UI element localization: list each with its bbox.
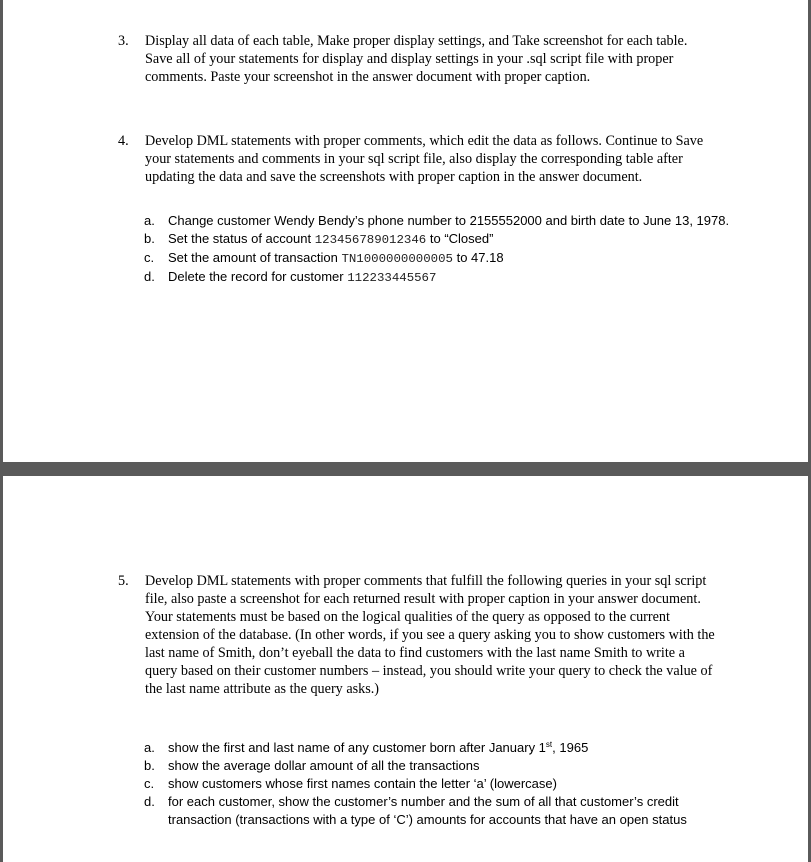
item-text-before: show the first and last name of any customer born after January 1 xyxy=(168,740,546,755)
question-number: 4. xyxy=(118,133,129,149)
question-5 xyxy=(118,572,718,698)
page-2 xyxy=(3,476,808,862)
item-text-before: Delete the record for customer xyxy=(168,269,348,284)
account-number-code: 123456789012346 xyxy=(314,233,427,247)
item-text: Change customer Wendy Bendy’s phone number to 2155552000 and birth date to June 13, 1978. xyxy=(168,213,730,228)
question-number: 3. xyxy=(118,33,129,49)
item-text-after: , 1965 xyxy=(552,740,589,755)
item-letter: a. xyxy=(144,213,155,228)
list-item xyxy=(144,268,734,287)
item-letter: b. xyxy=(144,231,155,246)
item-text-before: Set the status of account xyxy=(168,231,315,246)
list-item xyxy=(144,739,734,757)
item-letter: d. xyxy=(144,794,155,809)
item-letter: a. xyxy=(144,740,155,755)
list-item xyxy=(144,775,734,793)
item-text-after: to 47.18 xyxy=(452,250,504,265)
list-item xyxy=(144,230,734,249)
question-4-items xyxy=(144,212,734,287)
item-text: show the average dollar amount of all the transactions xyxy=(168,758,480,773)
list-item xyxy=(144,793,734,829)
list-item xyxy=(144,212,734,230)
question-instructions: Your statements must be based on the logical qualities of the query as opposed to the current extension of the database. (In other words, if you see a query asking you to show customers with the last name of Smith, don’t eyeball the data to find customers with the last name Smith to write a query based on their customer numbers – instead, you should write your query to check the value of the last name attribute as the query asks.) xyxy=(145,609,715,697)
question-number: 5. xyxy=(118,573,129,589)
question-text: Develop DML statements with proper comments, which edit the data as follows. Continue to Save your statements and comments in your sql script file, also display the corresponding table after updating the data and save the screenshots with proper caption in the answer document. xyxy=(145,133,704,185)
question-4 xyxy=(118,132,718,186)
list-item xyxy=(144,249,734,268)
ordinal-suffix: st xyxy=(545,740,553,749)
page-1 xyxy=(3,0,808,462)
question-5-items xyxy=(144,739,734,829)
question-3 xyxy=(118,32,718,86)
item-letter: c. xyxy=(144,250,155,265)
item-text: for each customer, show the customer’s number and the sum of all that customer’s credit transaction (transactions with a type of ‘C’) amounts for accounts that have an open status xyxy=(168,794,687,827)
item-text: show customers whose first names contain the letter ‘a’ (lowercase) xyxy=(168,776,557,791)
item-letter: d. xyxy=(144,269,155,284)
item-letter: c. xyxy=(144,776,155,791)
list-item xyxy=(144,757,734,775)
question-text: Develop DML statements with proper comments that fulfill the following queries in your sql script file, also paste a screenshot for each returned result with proper caption in your answer document. xyxy=(145,573,707,607)
item-letter: b. xyxy=(144,758,155,773)
transaction-id-code: TN1000000000005 xyxy=(341,252,453,266)
item-text-after: to “Closed” xyxy=(426,231,494,246)
customer-number-code: 112233445567 xyxy=(347,271,437,285)
question-text: Display all data of each table, Make proper display settings, and Take screenshot for each table. Save all of your statements for display and display settings in your .sql script file with proper comments. Paste your screenshot in the answer document with proper caption. xyxy=(145,33,688,85)
item-text-before: Set the amount of transaction xyxy=(168,250,342,265)
